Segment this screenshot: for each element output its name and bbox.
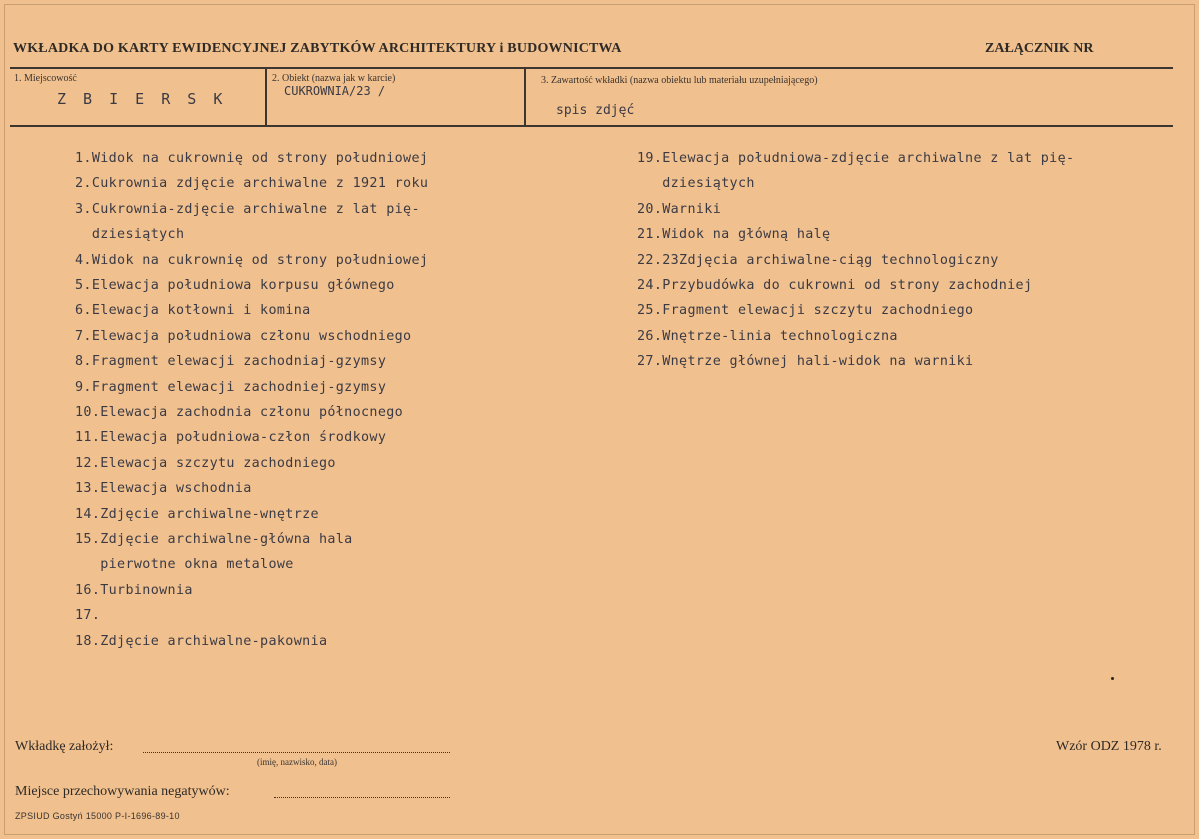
list-item: 16.Turbinownia <box>75 582 193 598</box>
list-item: 27.Wnętrze głównej hali-widok na warniki <box>637 354 974 370</box>
list-item: 5.Elewacja południowa korpusu głównego <box>75 278 395 293</box>
list-item: 11.Elewacja południowa-człon środkowy <box>75 430 387 446</box>
list-item: 22.23Zdjęcia archiwalne-ciąg technologiczny <box>637 252 999 268</box>
list-item: dziesiątych <box>75 227 185 243</box>
form-title: WKŁADKA DO KARTY EWIDENCYJNEJ ZABYTKÓW ARCHITEKTURY i BUDOWNICTWA <box>13 41 622 56</box>
list-item: 24.Przybudówka do cukrowni od strony zachodniej <box>637 278 1033 293</box>
created-by-label: Wkładkę założył: <box>15 739 114 754</box>
object-label: 2. Obiekt (nazwa jak w karcie) <box>272 73 396 84</box>
object-value: CUKROWNIA/23 / <box>284 84 386 98</box>
list-item: 21.Widok na główną halę <box>637 227 831 243</box>
list-item: 18.Zdjęcie archiwalne-pakownia <box>75 633 328 649</box>
header-rule <box>10 67 1173 69</box>
list-item: pierwotne okna metalowe <box>75 557 294 573</box>
negatives-label: Miejsce przechowywania negatywów: <box>15 784 230 799</box>
form-version: Wzór ODZ 1978 r. <box>1056 739 1162 754</box>
list-item: 13.Elewacja wschodnia <box>75 481 252 497</box>
content-label: 3. Zawartość wkładki (nazwa obiektu lub materiału uzupełniającego) <box>541 75 818 86</box>
list-item: 2.Cukrownia zdjęcie archiwalne z 1921 roku <box>75 176 429 192</box>
content-value: spis zdjęć <box>556 103 635 118</box>
list-item: 20.Warniki <box>637 201 722 217</box>
list-item: 6.Elewacja kotłowni i komina <box>75 303 311 319</box>
created-by-line <box>143 752 450 753</box>
list-item: 3.Cukrownia-zdjęcie archiwalne z lat pię- <box>75 201 420 217</box>
list-item: 1.Widok na cukrownię od strony południowej <box>75 151 429 166</box>
fields-rule <box>10 125 1173 127</box>
annex-label: ZAŁĄCZNIK NR <box>985 41 1094 56</box>
locality-label: 1. Miejscowość <box>14 73 77 84</box>
field-divider-1 <box>265 69 267 125</box>
list-item: 17. <box>75 608 101 624</box>
list-item: dziesiątych <box>637 176 755 192</box>
list-item: 7.Elewacja południowa członu wschodniego <box>75 328 412 344</box>
list-item: 9.Fragment elewacji zachodniej-gzymsy <box>75 379 387 395</box>
list-item: 14.Zdjęcie archiwalne-wnętrze <box>75 506 319 522</box>
list-item: 25.Fragment elewacji szczytu zachodniego <box>637 303 974 319</box>
printer-note: ZPSIUD Gostyń 15000 P-I-1696-89-10 <box>15 811 180 821</box>
list-item: 15.Zdjęcie archiwalne-główna hala <box>75 532 353 547</box>
list-item: 12.Elewacja szczytu zachodniego <box>75 455 336 471</box>
field-divider-2 <box>524 69 526 125</box>
locality-value: Z B I E R S K <box>57 90 227 108</box>
ink-speck <box>1111 677 1114 680</box>
list-item: 8.Fragment elewacji zachodniaj-gzymsy <box>75 354 387 370</box>
created-by-hint: (imię, nazwisko, data) <box>257 757 337 767</box>
list-item: 10.Elewacja zachodnia członu północnego <box>75 405 404 420</box>
list-item: 26.Wnętrze-linia technologiczna <box>637 328 898 344</box>
list-item: 4.Widok na cukrownię od strony południowej <box>75 252 429 268</box>
list-item: 19.Elewacja południowa-zdjęcie archiwalne z lat pię- <box>637 151 1075 166</box>
negatives-line <box>274 797 450 798</box>
